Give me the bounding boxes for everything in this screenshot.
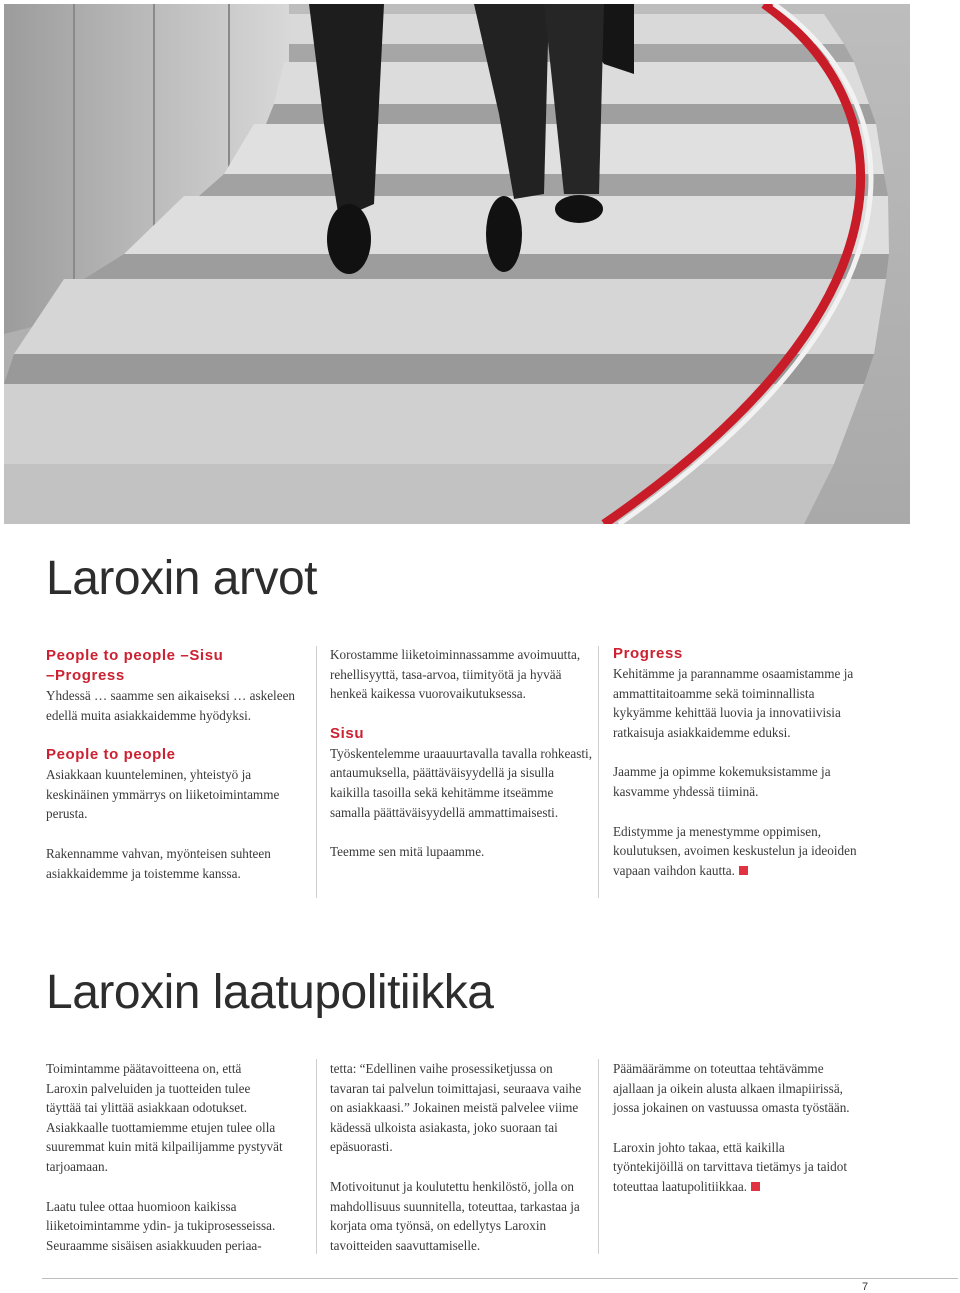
end-mark-icon bbox=[739, 866, 748, 875]
sisu-heading: Sisu bbox=[330, 724, 365, 742]
sisu-paragraph-1: Työskentelemme uraauurtavalla tavalla rohkeasti, antaumuksella, päättäväisyydellä ja sisulla kaikilla tasoilla sekä kehitämme itseämme samalla päättäväisyydellä ammattimaisesti. bbox=[330, 745, 592, 820]
quality-paragraph-2: Laatu tulee ottaa huomioon kaikissa liiketoimintamme ydin- ja tukiprosesseissa. Seuraamme sisäisen asiakkuuden periaa- bbox=[46, 1198, 276, 1253]
people-paragraph-1: Asiakkaan kuunteleminen, yhteistyö ja keskinäinen ymmärrys on liiketoimintamme perusta. bbox=[46, 767, 280, 822]
hero-photo-stairs bbox=[4, 4, 910, 524]
sisu-paragraph-2: Teemme sen mitä lupaamme. bbox=[330, 844, 485, 860]
column-divider bbox=[316, 646, 317, 898]
values-column-3 bbox=[613, 644, 875, 900]
footer-rule bbox=[42, 1278, 958, 1279]
progress-paragraph-3-text: Edistymme ja menestymme oppimisen, koulutuksen, avoimen keskustelun ja ideoiden vapaan vaihdon kautta. bbox=[613, 823, 857, 878]
progress-heading: Progress bbox=[613, 645, 683, 662]
people-heading: People to people bbox=[46, 746, 176, 764]
quality-column-2 bbox=[330, 1059, 582, 1275]
progress-paragraph-2: Jaamme ja opimme kokemuksistamme ja kasvamme yhdessä tiiminä. bbox=[613, 764, 831, 799]
quality-paragraph-1: Toimintamme päätavoitteena on, että Laroxin palveluiden ja tuotteiden tulee täyttää tai ylittää asiakkaan odotukset. Asiakkaalle tuottamiemme etujen tulee olla suuremmat kuin mitä kilpailijamme pystyvät tarjoamaan. bbox=[46, 1061, 283, 1174]
page-number: 7 bbox=[862, 1281, 869, 1293]
quality-column-3 bbox=[613, 1059, 858, 1217]
stairs-illustration bbox=[4, 4, 910, 524]
people-paragraph-3: Korostamme liiketoiminnassamme avoimuutta, rehellisyyttä, tasa-arvoa, tiimityötä ja hyvää henkeä kaikessa vuorovaikutuksessa. bbox=[330, 647, 581, 702]
quality-paragraph-4: Motivoitunut ja koulutettu henkilöstö, jolla on mahdollisuus suunnitella, toteuttaa, tarkastaa ja korjata oma työnsä, on edellytys Laroxin tavoitteiden saavuttamiselle. bbox=[330, 1178, 580, 1253]
quality-paragraph-6-text: Laroxin johto takaa, että kaikilla työntekijöillä on tarvittava tietämys ja taidot toteuttaa laatupolitiikkaa. bbox=[613, 1139, 848, 1194]
quality-paragraph-6 bbox=[613, 1138, 858, 1197]
people-paragraph-2: Rakennamme vahvan, myönteisen suhteen asiakkaidemme ja toistemme kanssa. bbox=[46, 845, 271, 881]
quality-paragraph-3: tetta: “Edellinen vaihe prosessiketjussa on tavaran tai palvelun toimittajasi, seuraava vaihe on asiakkaasi.” Jokainen meistä palvelee viime kädessä ulkoista asiakasta, joko suoraan tai epäsuorasti. bbox=[330, 1061, 582, 1155]
quality-column-1 bbox=[46, 1059, 286, 1275]
values-heading-main-b: –Progress bbox=[46, 667, 125, 684]
progress-paragraph-3 bbox=[613, 822, 875, 881]
values-column-1 bbox=[46, 646, 304, 903]
column-divider bbox=[316, 1059, 317, 1254]
progress-paragraph-1: Kehitämme ja parannamme osaamistamme ja ammattitaitoamme sekä toiminnallista kykyämme kehittää luovia ja innovatiivisia ratkaisuja asiakkaidemme eduksi. bbox=[613, 666, 854, 740]
quality-paragraph-5: Päämäärämme on toteuttaa tehtävämme ajallaan ja oikein alusta alkaen ilmapiirissä, jossa jokainen on vastuussa omasta työstään. bbox=[613, 1061, 850, 1116]
quality-title: Laroxin laatupolitiikka bbox=[46, 966, 494, 1019]
values-heading-main: People to people –Sisu bbox=[46, 647, 224, 664]
values-title: Laroxin arvot bbox=[46, 552, 317, 605]
values-column-2 bbox=[330, 645, 592, 882]
end-mark-icon bbox=[751, 1182, 760, 1191]
column-divider bbox=[598, 1059, 599, 1254]
column-divider bbox=[598, 646, 599, 898]
values-intro: Yhdessä … saamme sen aikaiseksi … askeleen edellä muita asiakkaidemme hyödyksi. bbox=[46, 688, 296, 723]
